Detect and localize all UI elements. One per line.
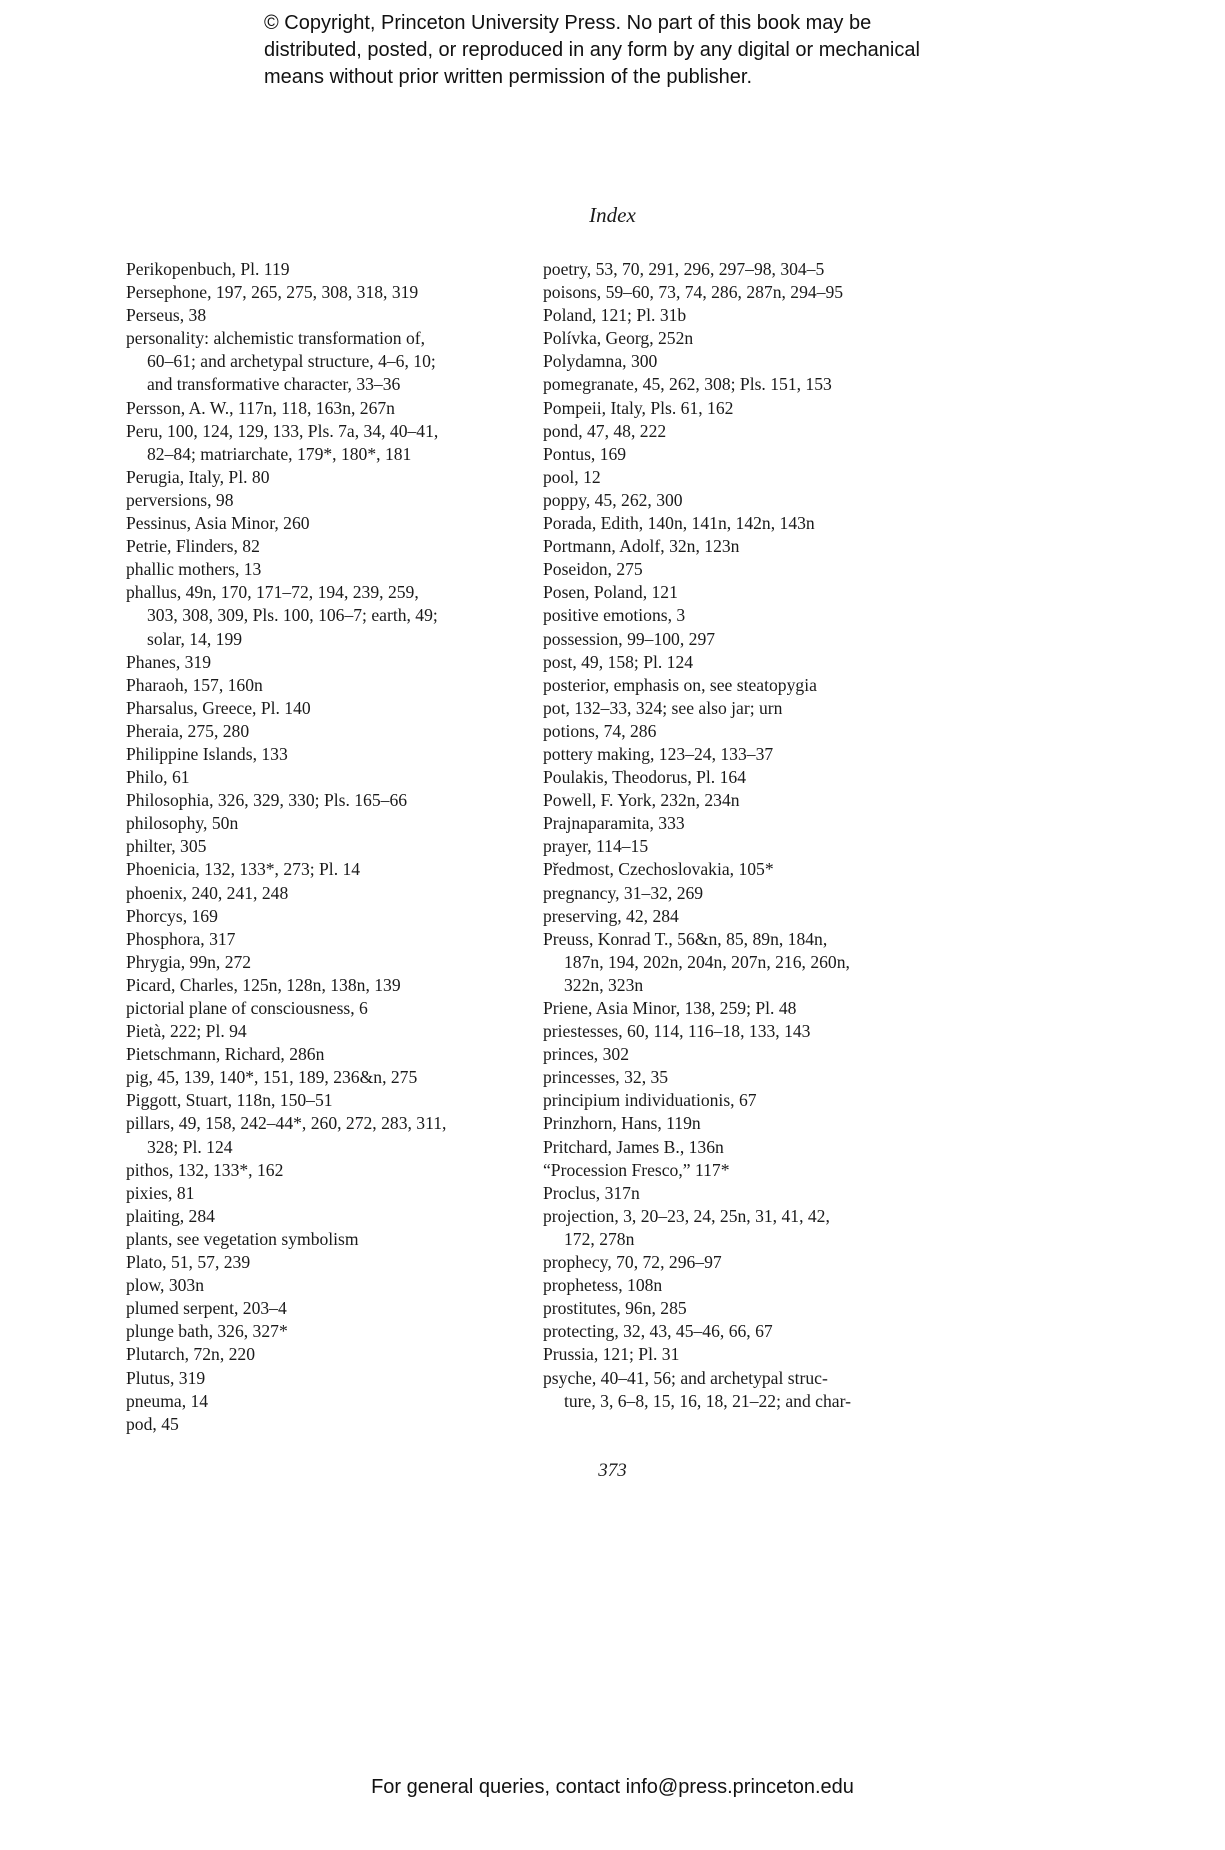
- index-entry: Poulakis, Theodorus, Pl. 164: [543, 767, 746, 788]
- index-entry: poetry, 53, 70, 291, 296, 297–98, 304–5: [543, 259, 825, 279]
- index-entry: Proclus, 317n: [543, 1182, 640, 1203]
- index-entry: Polívka, Georg, 252n: [543, 328, 694, 349]
- index-entry: perversions, 98: [126, 489, 234, 510]
- index-entry: Phorcys, 169: [126, 905, 218, 926]
- index-entry: Philosophia, 326, 329, 330; Pls. 165–66: [126, 790, 408, 811]
- index-entry: Priene, Asia Minor, 138, 259; Pl. 48: [543, 998, 797, 1018]
- index-entry-continuation: 172, 278n: [564, 1228, 635, 1249]
- index-entry: Plutarch, 72n, 220: [126, 1344, 256, 1365]
- index-entry: plunge bath, 326, 327*: [126, 1321, 288, 1342]
- index-entry: Phoenicia, 132, 133*, 273; Pl. 14: [126, 859, 361, 880]
- index-entry: Porada, Edith, 140n, 141n, 142n, 143n: [543, 513, 815, 534]
- index-entry-continuation: 328; Pl. 124: [147, 1136, 233, 1157]
- index-entry: philosophy, 50n: [126, 813, 239, 834]
- index-entry: pregnancy, 31–32, 269: [543, 882, 704, 903]
- index-entry: positive emotions, 3: [543, 605, 686, 626]
- index-entry: pictorial plane of consciousness, 6: [126, 998, 368, 1018]
- index-entry: Perikopenbuch, Pl. 119: [126, 259, 290, 279]
- index-entry: post, 49, 158; Pl. 124: [543, 651, 694, 672]
- index-entry: Persson, A. W., 117n, 118, 163n, 267n: [126, 397, 395, 418]
- index-entry: pomegranate, 45, 262, 308; Pls. 151, 153: [543, 374, 832, 395]
- index-entry: Powell, F. York, 232n, 234n: [543, 790, 740, 811]
- index-entry: personality: alchemistic transformation of,: [126, 328, 426, 349]
- index-entry: poppy, 45, 262, 300: [543, 489, 683, 510]
- index-entry-continuation: ture, 3, 6–8, 15, 16, 18, 21–22; and char-: [564, 1390, 851, 1411]
- index-entry: Pharaoh, 157, 160n: [126, 674, 263, 695]
- index-entry: pot, 132–33, 324; see also jar; urn: [543, 697, 783, 718]
- index-entry: Pietschmann, Richard, 286n: [126, 1044, 325, 1065]
- copyright-notice: [264, 10, 1024, 91]
- index-entry-continuation: 82–84; matriarchate, 179*, 180*, 181: [147, 443, 412, 464]
- index-entry: Polydamna, 300: [543, 351, 658, 372]
- index-entry: phallic mothers, 13: [126, 559, 262, 580]
- index-entry: posterior, emphasis on, see steatopygia: [543, 674, 817, 695]
- index-entry: Piggott, Stuart, 118n, 150–51: [126, 1090, 333, 1111]
- index-entry: Phosphora, 317: [126, 928, 236, 949]
- index-entry: preserving, 42, 284: [543, 905, 679, 926]
- index-entry: pneuma, 14: [126, 1390, 209, 1411]
- index-entry: pottery making, 123–24, 133–37: [543, 743, 774, 764]
- index-entry: phallus, 49n, 170, 171–72, 194, 239, 259,: [126, 582, 419, 603]
- index-entry: Prinzhorn, Hans, 119n: [543, 1113, 701, 1134]
- index-entry: pithos, 132, 133*, 162: [126, 1159, 284, 1180]
- index-entry: Pharsalus, Greece, Pl. 140: [126, 697, 311, 718]
- index-entry-continuation: and transformative character, 33–36: [147, 374, 401, 395]
- index-entry-continuation: solar, 14, 199: [147, 628, 243, 649]
- copyright-line: means without prior written permission of the publisher.: [264, 66, 753, 88]
- index-entry-continuation: 60–61; and archetypal structure, 4–6, 10;: [147, 351, 436, 372]
- index-entry: Pheraia, 275, 280: [126, 720, 250, 741]
- index-entry: Poseidon, 275: [543, 559, 643, 580]
- index-entry: Plutus, 319: [126, 1367, 206, 1388]
- index-entry: principium individuationis, 67: [543, 1090, 757, 1111]
- index-column-left: [126, 258, 526, 1436]
- index-entry: Petrie, Flinders, 82: [126, 536, 260, 557]
- index-entry-continuation: 187n, 194, 202n, 204n, 207n, 216, 260n,: [564, 951, 850, 972]
- copyright-line: © Copyright, Princeton University Press. No part of this book may be: [264, 12, 872, 34]
- running-head: Index: [589, 203, 636, 227]
- index-entry: pool, 12: [543, 466, 601, 487]
- index-entry: Peru, 100, 124, 129, 133, Pls. 7a, 34, 40–41,: [126, 420, 439, 441]
- index-entry: plaiting, 284: [126, 1205, 215, 1226]
- index-entry-continuation: 322n, 323n: [564, 974, 644, 995]
- index-entry: prophetess, 108n: [543, 1275, 663, 1296]
- index-entry: Preuss, Konrad T., 56&n, 85, 89n, 184n,: [543, 928, 828, 949]
- copyright-line: distributed, posted, or reproduced in any form by any digital or mechanical: [264, 39, 920, 61]
- index-entry: Pritchard, James B., 136n: [543, 1136, 724, 1157]
- index-entry: Phanes, 319: [126, 651, 212, 672]
- index-entry: Phrygia, 99n, 272: [126, 951, 252, 972]
- index-entry: projection, 3, 20–23, 24, 25n, 31, 41, 42,: [543, 1205, 830, 1226]
- index-entry: Picard, Charles, 125n, 128n, 138n, 139: [126, 974, 401, 995]
- index-entry: Pompeii, Italy, Pls. 61, 162: [543, 397, 734, 418]
- index-entry: plow, 303n: [126, 1275, 205, 1296]
- index-entry: pillars, 49, 158, 242–44*, 260, 272, 283, 311,: [126, 1113, 447, 1134]
- index-entry: princes, 302: [543, 1044, 629, 1065]
- index-entry: prayer, 114–15: [543, 836, 649, 857]
- index-entry: Portmann, Adolf, 32n, 123n: [543, 536, 740, 557]
- index-entry: pig, 45, 139, 140*, 151, 189, 236&n, 275: [126, 1067, 418, 1088]
- index-entry: Pontus, 169: [543, 443, 627, 464]
- index-entry: possession, 99–100, 297: [543, 628, 716, 649]
- index-column-right: [543, 258, 943, 1413]
- index-entry: plumed serpent, 203–4: [126, 1298, 287, 1319]
- footer-contact: For general queries, contact info@press.princeton.edu: [371, 1776, 854, 1798]
- index-entry: Philo, 61: [126, 767, 190, 788]
- index-entry: pod, 45: [126, 1413, 179, 1434]
- index-entry: priestesses, 60, 114, 116–18, 133, 143: [543, 1021, 811, 1042]
- index-entry: Pessinus, Asia Minor, 260: [126, 513, 310, 534]
- index-entry: princesses, 32, 35: [543, 1067, 669, 1088]
- index-entry: Předmost, Czechoslovakia, 105*: [543, 859, 774, 880]
- index-entry: Prajnaparamita, 333: [543, 813, 685, 834]
- index-entry: Perugia, Italy, Pl. 80: [126, 466, 270, 487]
- index-entry: poisons, 59–60, 73, 74, 286, 287n, 294–95: [543, 282, 844, 303]
- index-entry: prophecy, 70, 72, 296–97: [543, 1252, 722, 1273]
- index-entry-continuation: 303, 308, 309, Pls. 100, 106–7; earth, 49;: [147, 605, 438, 626]
- index-entry: Poland, 121; Pl. 31b: [543, 305, 687, 326]
- index-entry: psyche, 40–41, 56; and archetypal struc-: [543, 1367, 828, 1388]
- index-entry: Philippine Islands, 133: [126, 743, 288, 764]
- index-entry: potions, 74, 286: [543, 720, 657, 741]
- index-entry: phoenix, 240, 241, 248: [126, 882, 289, 903]
- index-entry: Persephone, 197, 265, 275, 308, 318, 319: [126, 282, 419, 303]
- index-entry: philter, 305: [126, 836, 207, 857]
- index-entry: pixies, 81: [126, 1182, 195, 1203]
- index-entry: Prussia, 121; Pl. 31: [543, 1344, 680, 1365]
- index-entry: pond, 47, 48, 222: [543, 420, 667, 441]
- index-entry: plants, see vegetation symbolism: [126, 1228, 359, 1249]
- index-entry: Pietà, 222; Pl. 94: [126, 1021, 247, 1042]
- index-entry: protecting, 32, 43, 45–46, 66, 67: [543, 1321, 773, 1342]
- index-entry: Perseus, 38: [126, 305, 207, 326]
- page-number: 373: [598, 1460, 627, 1481]
- index-entry: prostitutes, 96n, 285: [543, 1298, 687, 1319]
- index-entry: Plato, 51, 57, 239: [126, 1252, 251, 1273]
- index-entry: “Procession Fresco,” 117*: [543, 1159, 730, 1180]
- index-entry: Posen, Poland, 121: [543, 582, 678, 603]
